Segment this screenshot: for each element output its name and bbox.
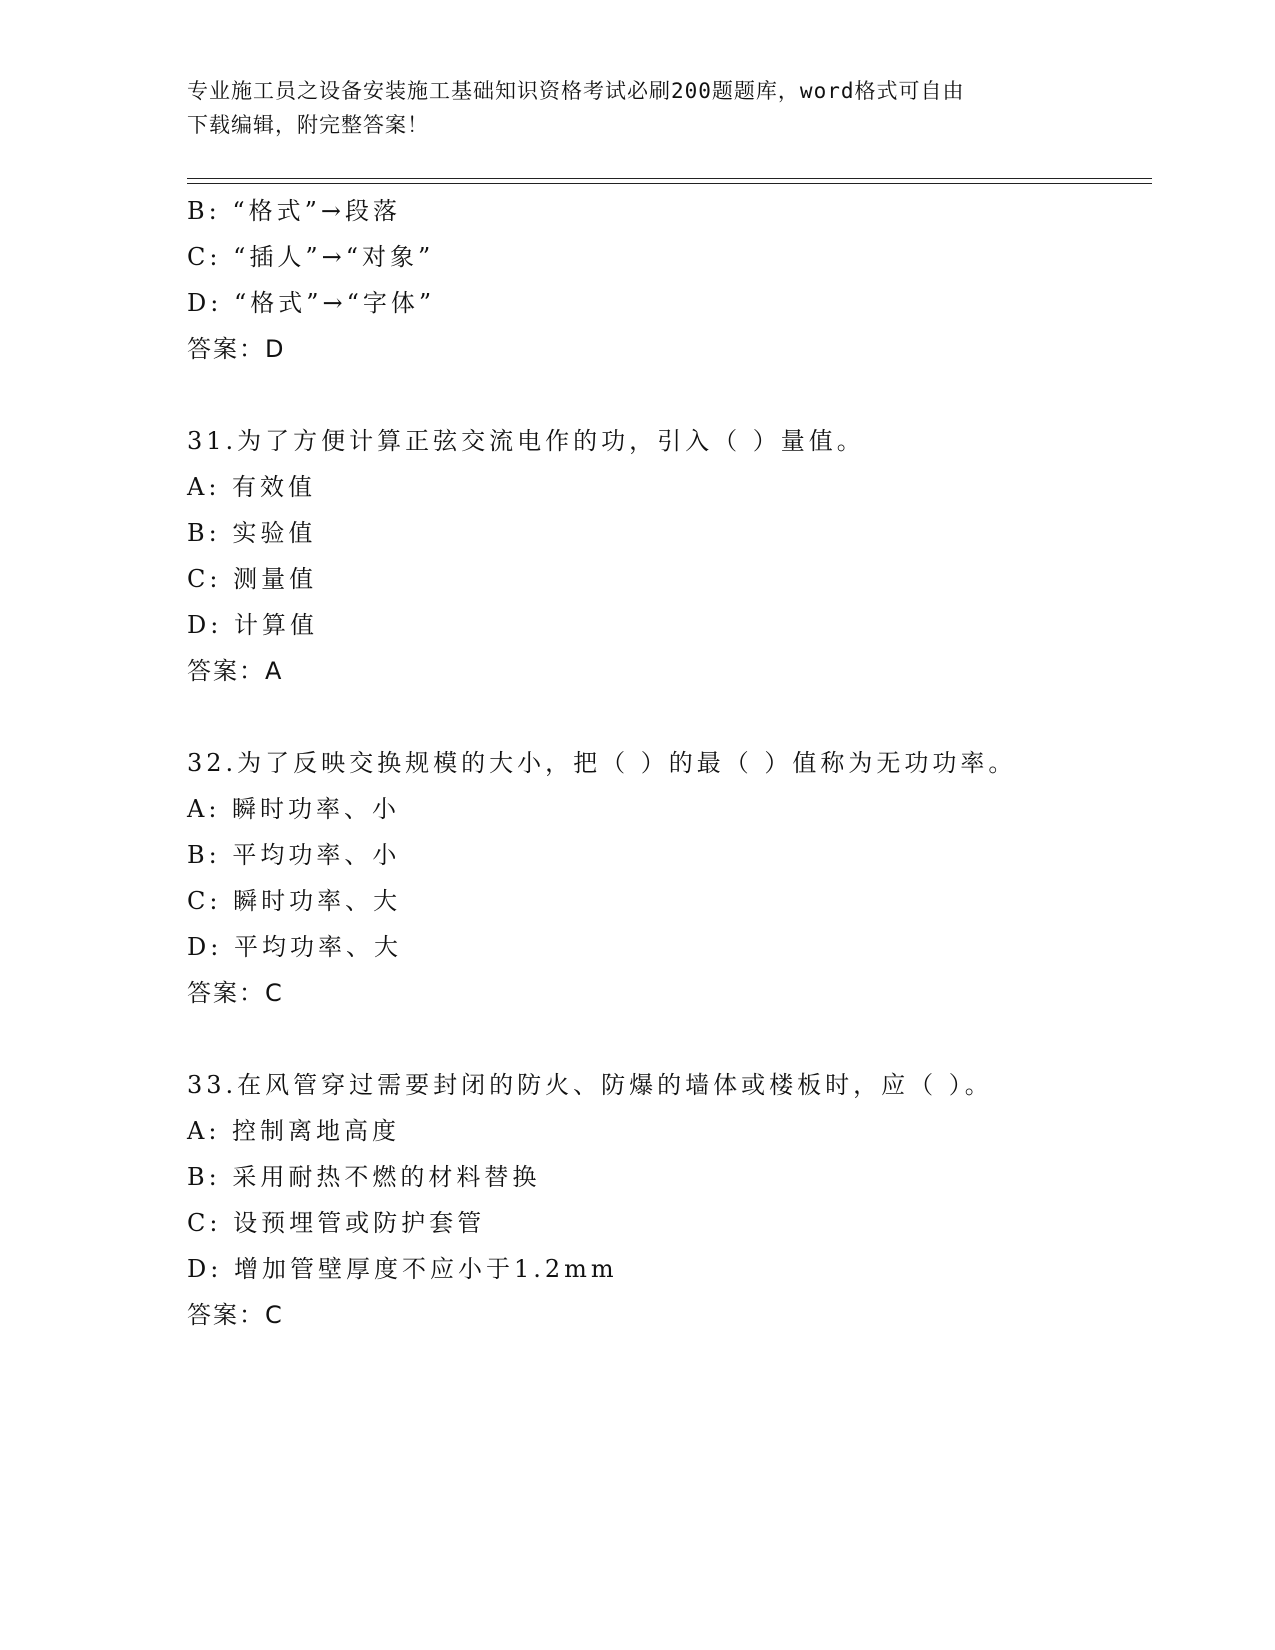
option-a: A: 有效值 (187, 473, 317, 501)
question-stem: 33.在风管穿过需要封闭的防火、防爆的墙体或楼板时，应（ ）。 (187, 1071, 993, 1099)
option-c: C: 设预埋管或防护套管 (187, 1209, 486, 1237)
answer-line: 答案：C (187, 979, 284, 1007)
answer-line: 答案：C (187, 1301, 284, 1329)
option-d: D: 计算值 (187, 611, 318, 639)
question-stem: 31.为了方便计算正弦交流电作的功，引入（ ）量值。 (187, 427, 865, 455)
option-b: B: “格式”→段落 (187, 197, 401, 225)
option-b: B: 实验值 (187, 519, 317, 547)
option-d: D: 平均功率、大 (187, 933, 402, 961)
header-divider-bottom (187, 183, 1152, 184)
spacer (187, 694, 1152, 740)
question-stem: 32.为了反映交换规模的大小，把（ ）的最（ ）值称为无功功率。 (187, 749, 1017, 777)
option-a: A: 瞬时功率、小 (187, 795, 401, 823)
header-divider-top (187, 178, 1152, 179)
spacer (187, 372, 1152, 418)
question-block-31 (187, 418, 1152, 694)
question-list (187, 188, 1152, 1338)
header-line-1: 专业施工员之设备安装施工基础知识资格考试必刷200题题库，word格式可自由 (187, 79, 965, 103)
document-header (187, 74, 1067, 142)
option-d: D: 增加管壁厚度不应小于1.2mm (187, 1255, 618, 1283)
option-d: D: “格式”→“字体” (187, 289, 436, 317)
option-c: C: “插人”→“对象” (187, 243, 435, 271)
question-block-32 (187, 740, 1152, 1016)
question-block-previous (187, 188, 1152, 372)
option-c: C: 测量值 (187, 565, 318, 593)
option-b: B: 采用耐热不燃的材料替换 (187, 1163, 541, 1191)
spacer (187, 1016, 1152, 1062)
answer-line: 答案：D (187, 335, 286, 363)
answer-line: 答案：A (187, 657, 284, 685)
question-block-33 (187, 1062, 1152, 1338)
header-line-2: 下载编辑，附完整答案！ (187, 113, 429, 137)
option-c: C: 瞬时功率、大 (187, 887, 402, 915)
option-b: B: 平均功率、小 (187, 841, 401, 869)
option-a: A: 控制离地高度 (187, 1117, 401, 1145)
